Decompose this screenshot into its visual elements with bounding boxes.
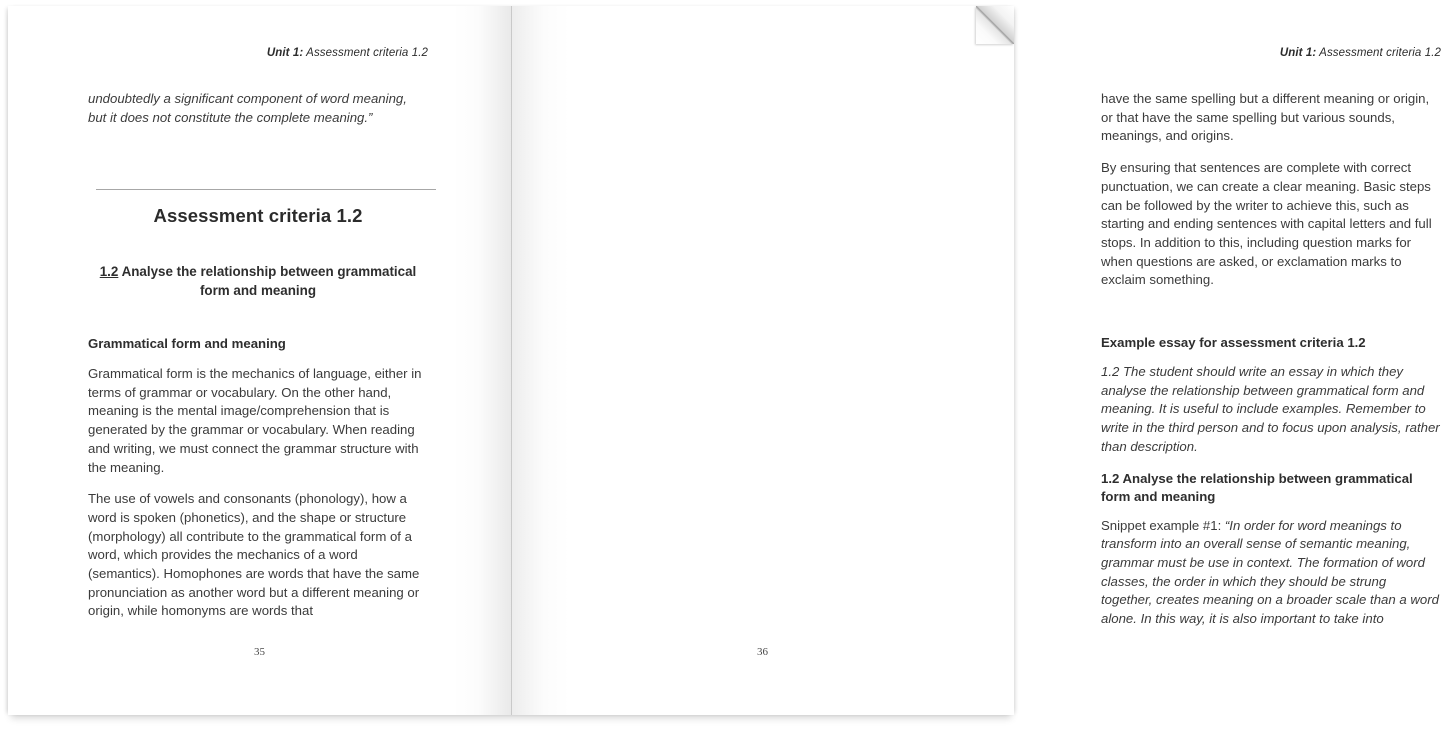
running-header-unit-label: Unit 1: (266, 47, 304, 59)
criteria-heading (88, 262, 428, 300)
snippet-example-quote: “In order for word meanings to transform into an overall sense of semantic meaning, grammar must be use in context. The formation of word classes, the order in which they should be strung together, creates meaning on a broader scale than a word alone. In this way, it is also important to take into (1101, 517, 1439, 627)
section-title-wrapper (88, 205, 428, 227)
page-right[interactable] (511, 6, 1441, 715)
page-title: Assessment criteria 1.2 (153, 205, 363, 226)
essay-criteria-heading: 1.2 Analyse the relationship between grammatical form and meaning (1101, 470, 1413, 504)
section-divider-rule (96, 189, 436, 190)
running-header-unit-label: Unit 1: (1279, 47, 1317, 59)
criteria-heading-wrapper (88, 262, 428, 300)
right-body-block (1101, 90, 1441, 303)
book-spread (8, 6, 1441, 715)
criteria-heading-number: 1.2 (99, 264, 119, 279)
body-paragraph: have the same spelling but a different meaning or origin, or that have the same spelling but various sounds, meanings, and origins. (1101, 91, 1430, 144)
example-essay-instruction: 1.2 The student should write an essay in which they analyse the relationship between grammatical form and meaning. It is useful to include examples. Remember to write in the third person and to focus upon analysis, rather than description. (1101, 364, 1440, 454)
page-number-right: 36 (757, 646, 768, 658)
sub-heading-grammatical-form: Grammatical form and meaning (88, 336, 286, 351)
body-paragraph: By ensuring that sentences are complete with correct punctuation, we can create a clear meaning. Basic steps can be followed by the writer to achieve this, such as starting and ending sentences with capital letters and full stops. In addition to this, including question marks for when questions are asked, or exclamation marks to exclaim something. (1101, 160, 1432, 288)
page-number-left: 35 (254, 646, 265, 658)
body-paragraph: The use of vowels and consonants (phonology), how a word is spoken (phonetics), and the shape or structure (morphology) all contribute to the grammatical form of a word, which provides the mechanics of a word (semantics). Homophones are words that have the same pronunciation as another word but a different meaning or origin, while homonyms are words that (88, 491, 420, 619)
page-left-content (88, 6, 428, 715)
lead-quote-text: undoubtedly a significant component of word meaning, but it does not constitute the complete meaning.” (88, 91, 407, 125)
spread (8, 6, 1441, 715)
running-header-left (267, 47, 428, 59)
snippet-example-paragraph (1101, 517, 1441, 629)
page-right-content (1101, 6, 1441, 715)
running-header-title: Assessment criteria 1.2 (303, 47, 428, 59)
running-header-title: Assessment criteria 1.2 (1316, 47, 1441, 59)
page-curl-fold (976, 6, 1014, 44)
example-essay-heading: Example essay for assessment criteria 1.2 (1101, 335, 1366, 350)
lead-quote-block (88, 90, 426, 140)
page-curl-icon[interactable] (976, 6, 1014, 44)
running-header-right (1280, 47, 1441, 59)
left-body-block (88, 335, 428, 634)
snippet-example-label: Snippet example #1: (1101, 517, 1225, 533)
section-rule-wrapper (96, 189, 436, 190)
body-paragraph: Grammatical form is the mechanics of language, either in terms of grammar or vocabulary. On the other hand, meaning is the mental image/comprehension that is generated by the grammar or vocabulary. When reading and writing, we must connect the grammar structure with the meaning. (88, 366, 422, 475)
criteria-heading-text: Analyse the relationship between grammatical form and meaning (118, 264, 417, 298)
example-essay-block (1101, 334, 1441, 642)
page-left[interactable] (8, 6, 511, 715)
